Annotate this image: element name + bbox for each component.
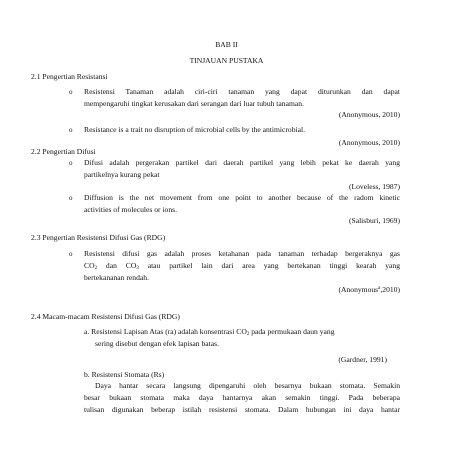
citation: (Loveless, 1987) — [348, 182, 400, 191]
paragraph-line: Resistensi Tanaman adalah ciri-ciri tanaman yang dapat diturunkan dan dapat — [84, 87, 400, 96]
bullet-icon: o — [69, 194, 73, 202]
citation: (Gardner, 1991) — [338, 355, 387, 364]
bullet-icon: o — [69, 126, 73, 134]
chapter-heading: TINJAUAN PUSTAKA — [189, 56, 264, 65]
paragraph-line: besar bukaan stomata maka daya hantarnya akan semakin tinggi. Pada beberapa — [84, 393, 400, 402]
paragraph-line: Daya hantar secara langsung dipengaruhi oleh besarnya bukaan stomata. Semakin — [95, 381, 400, 390]
paragraph-line: Resistensi difusi gas adalah proses ketahanan pada tanaman terhadap bergeraknya gas — [84, 249, 400, 258]
paragraph-line: Difusi adalah pergerakan partikel dari daerah partikel yang lebih pekat ke daerah yang — [84, 158, 400, 167]
paragraph-line: sering disebut dengan efek lapisan batas. — [95, 339, 219, 348]
paragraph-line: activities of molecules or ions. — [84, 205, 178, 214]
paragraph-line: Diffusion is the net movement from one point to another because of the radom kinetic — [84, 193, 400, 202]
paragraph-line: tulisan digunakan beberap istilah resistensi stomata. Dalam hubungan ini daya hantar — [84, 405, 400, 414]
paragraph-line: $CO_2$ dan $CO_3$ atau partikel lain dari area yang bertekanan tinggi kearah yang — [84, 261, 400, 271]
citation: (Anonymous$^a$,2010) — [338, 285, 400, 294]
paragraph-line: partikelnya kurang pekat — [84, 170, 160, 179]
section-title-2-4: 2.4 Macam-macam Resistensi Difusi Gas (RDG) — [31, 312, 180, 321]
citation: (Anonymous, 2010) — [338, 110, 400, 119]
section-title-2-3: 2.3 Pengertian Resistensi Difusi Gas (RDG) — [31, 233, 166, 242]
paragraph-line: a. Resistensi Lapisan Atas (ra) adalah konsentrasi $CO_2$ pada permukaan daun yang — [84, 327, 335, 337]
citation: (Salisburi, 1969) — [348, 216, 400, 225]
paragraph-line: Resistance is a trait no disruption of microbial cells by the antimicrobial. — [84, 125, 306, 134]
subsection-title: b. Resistensi Stomata (Rs) — [84, 370, 165, 379]
bullet-icon: o — [69, 250, 73, 258]
citation: (Anonymous, 2010) — [338, 138, 400, 147]
bullet-icon: o — [69, 159, 73, 167]
section-title-2-2: 2.2 Pengertian Difusi — [31, 147, 96, 156]
paragraph-line: bertekananan rendah. — [84, 273, 149, 282]
section-title-2-1: 2.1 Pengertian Resistansi — [31, 72, 108, 81]
bullet-icon: o — [69, 88, 73, 96]
chapter-label: BAB II — [215, 40, 238, 49]
paragraph-line: mempengaruhi tingkat kerusakan dari serangan dari luar tubuh tanaman. — [84, 99, 304, 108]
